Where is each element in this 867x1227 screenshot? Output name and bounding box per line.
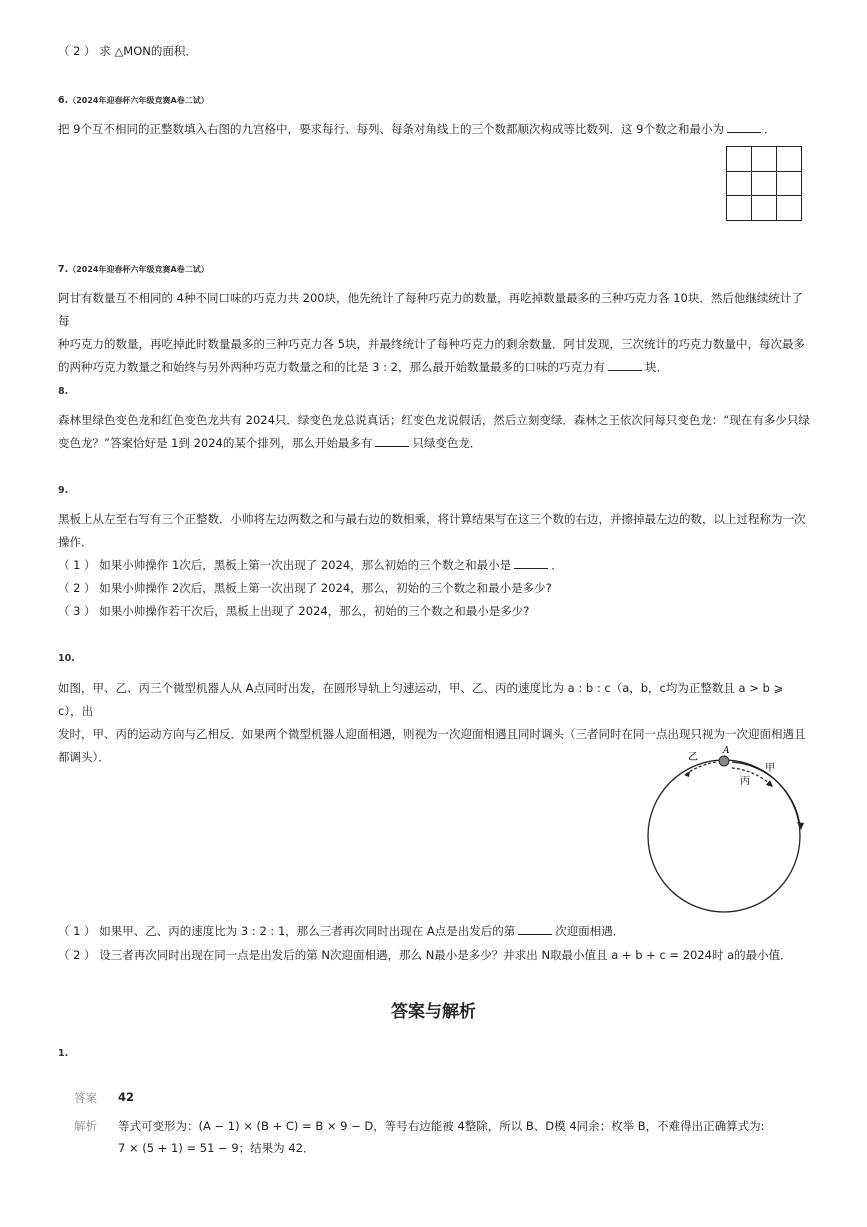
- q9-blank[interactable]: [514, 558, 548, 569]
- q8-body: [58, 409, 810, 455]
- grid-cell: [727, 196, 752, 221]
- nine-grid: [726, 146, 802, 221]
- q7-source: （2024年迎春杯六年级竞赛A卷二试）: [68, 265, 209, 274]
- answers-heading: 答案与解析: [391, 1002, 476, 1022]
- q7-line3: [58, 356, 810, 379]
- label-jia: 甲: [765, 763, 775, 774]
- grid-cell: [752, 147, 777, 172]
- q10-part1: [58, 923, 624, 939]
- q9-part1-after: ．: [551, 558, 563, 572]
- q6-number: [58, 95, 209, 106]
- track-circle: [648, 760, 800, 912]
- label-a: A: [723, 746, 730, 756]
- q6-text-after: ．: [763, 122, 776, 136]
- q6-source: （2024年迎春杯六年级竞赛A卷二试）: [68, 96, 209, 105]
- q10-part1-after: 次迎面相遇．: [555, 924, 625, 938]
- q8-line2: [58, 432, 810, 455]
- q8-line2-before: 变色龙？”答案恰好是 1到 2024的某个排列，那么开始最多有: [58, 436, 373, 450]
- grid-cell: [752, 196, 777, 221]
- q8-number: 8.: [58, 386, 69, 397]
- q10-part1-before: （ 1 ） 如果甲、乙、丙的速度比为 3 : 2 : 1，那么三者再次同时出现在 A点是出发后的第: [58, 924, 516, 938]
- q6-text: [58, 121, 775, 137]
- q7-num: 7.: [58, 264, 69, 275]
- q8-line1: 森林里绿色变色龙和红色变色龙共有 2024只．绿变色龙总说真话；红变色龙说假话，然后立刻变绿．森林之王依次问每只变色龙：“现在有多少只绿: [58, 413, 810, 427]
- q9-part2: （ 2 ） 如果小帅操作 2次后，黑板上第一次出现了 2024，那么，初始的三个数之和最小是多少?: [58, 581, 552, 595]
- q7-line1: 阿甘有数量互不相同的 4种不同口味的巧克力共 200块，他先统计了每种巧克力的数量，再吃掉数量最多的三种巧克力各 10块．然后他继续统计了每: [58, 291, 803, 328]
- grid-cell: [727, 171, 752, 196]
- q6-blank[interactable]: [727, 122, 761, 133]
- q10-line3: 都调头）．: [58, 750, 110, 764]
- answer-value: 42: [118, 1090, 135, 1104]
- q7-number: [58, 264, 209, 275]
- label-yi: 乙: [688, 752, 698, 763]
- q6-text-before: 把 9个互不相同的正整数填入右图的九宫格中，要求每行、每列、每条对角线上的三个数都顺次构成等比数列．这 9个数之和最小为: [58, 122, 724, 136]
- answer-1-number: 1.: [58, 1048, 69, 1059]
- q7-line3-before: 的两种巧克力数量之和始终与另外两种巧克力数量之和的比是 3 : 2，那么最开始数量最多的口味的巧克力有: [58, 360, 605, 374]
- grid-cell: [752, 171, 777, 196]
- grid-cell: [777, 196, 802, 221]
- q9-line1: 黑板上从左至右写有三个正整数．小帅将左边两数之和与最右边的数相乘，将计算结果写在这三个数的右边，并擦掉最左边的数，以上过程称为一次: [58, 512, 806, 526]
- q10-blank[interactable]: [518, 924, 552, 935]
- q8-line2-after: 只绿变色龙．: [412, 436, 482, 450]
- q9-number: 9.: [58, 485, 69, 496]
- q9-part3: （ 3 ） 如果小帅操作若干次后，黑板上出现了 2024，那么，初始的三个数之和最小是多少?: [58, 604, 530, 618]
- q6-num: 6.: [58, 95, 69, 106]
- analysis-line1: 等式可变形为：(A − 1) × (B + C) = B × 9 − D，等号右边能被 4整除，所以 B、D模 4同余；枚举 B，不难得出正确算式为:: [118, 1119, 765, 1133]
- q10-line2: 发时，甲、丙的运动方向与乙相反．如果两个微型机器人迎面相遇，则视为一次迎面相遇且同时调头（三者同时在同一点出现只视为一次迎面相遇且: [58, 727, 806, 741]
- q8-blank[interactable]: [375, 436, 409, 447]
- q10-part2: （ 2 ） 设三者再次同时出现在同一点是出发后的第 N次迎面相遇，那么 N最小是多少？并求出 N取最小值且 a + b + c = 2024时 a的最小值．: [58, 948, 792, 962]
- q9-body: [58, 508, 810, 554]
- question-5-part-2: （ 2 ） 求 △MON的面积．: [58, 44, 197, 58]
- q7-line3-after: 块．: [644, 360, 668, 374]
- q7-body: [58, 287, 810, 379]
- grid-cell: [777, 171, 802, 196]
- point-a-robot: [719, 756, 729, 766]
- jia-arrowhead: [797, 822, 804, 830]
- q9-line2: 操作．: [58, 535, 93, 549]
- q7-blank[interactable]: [608, 360, 642, 371]
- q10-number: 10.: [58, 653, 75, 664]
- q9-part1: [58, 557, 563, 573]
- grid-cell: [727, 147, 752, 172]
- analysis-line2: 7 × (5 + 1) = 51 − 9；结果为 42．: [118, 1141, 315, 1155]
- label-bing: 丙: [740, 776, 750, 787]
- grid-cell: [777, 147, 802, 172]
- q9-part1-before: （ 1 ） 如果小帅操作 1次后，黑板上第一次出现了 2024，那么初始的三个数之和最小是: [58, 558, 512, 572]
- q7-line2: 种巧克力的数量，再吃掉此时数量最多的三种巧克力各 5块，并最终统计了每种巧克力的剩余数量．阿甘发现，三次统计的巧克力数量中，每次最多: [58, 337, 805, 351]
- answer-label: 答案: [74, 1091, 97, 1105]
- analysis-label: 解析: [74, 1119, 97, 1133]
- yi-arrowhead: [684, 771, 690, 777]
- q10-line1: 如图，甲、乙、丙三个微型机器人从 A点同时出发，在圆形导轨上匀速运动，甲、乙、丙的速度比为 a : b : c（a，b，c均为正整数且 a > b ⩾ c），出: [58, 681, 784, 718]
- circular-track-figure: [640, 740, 810, 920]
